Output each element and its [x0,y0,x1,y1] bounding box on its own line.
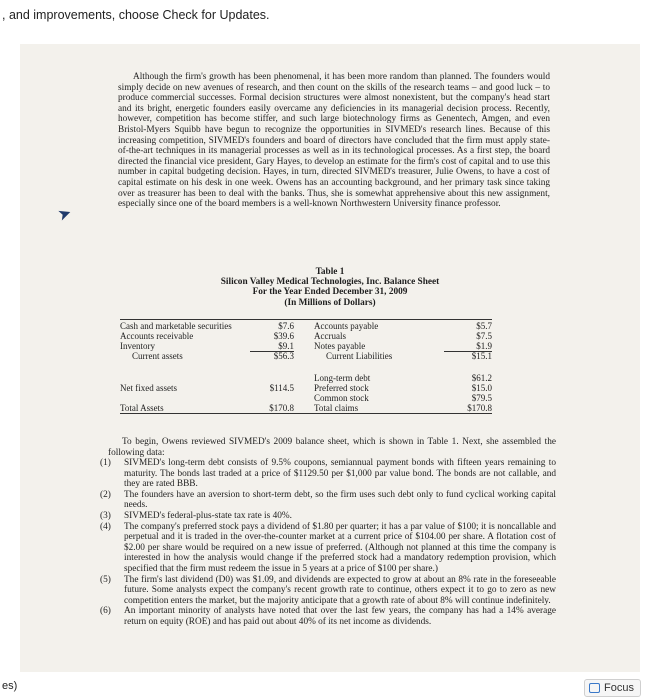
table-row [120,404,492,414]
list-item-text: The founders have an aversion to short-term debt, so the firm uses such debt only to fund cyclical working capital needs. [124,489,556,511]
list-item [100,606,556,627]
table-units: (In Millions of Dollars) [284,297,376,308]
list-item-text: SIVMED's federal-plus-state tax rate is 40%. [124,510,292,521]
table-cell: Inventory [120,340,155,351]
table-cell: $39.6 [273,330,294,341]
list-item-text: An important minority of analysts have noted that over the last few years, the company has had a 14% average return on equity (ROE) and has paid out about 40% of its net income as dividends. [124,606,556,627]
table-cell: $170.8 [250,404,294,414]
list-item-number: (1) [100,458,111,468]
table-cell: Current Liabilities [326,350,393,361]
table-cell: $170.8 [444,404,492,414]
list-item [100,490,556,511]
table-cell: $56.3 [273,351,294,362]
list-item-number: (5) [100,574,111,585]
table-cell: $7.6 [278,321,294,331]
table-cell: Cash and marketable securities [120,321,232,331]
list-item [100,458,556,490]
status-text: es) [2,680,18,692]
list-item-number: (3) [100,510,111,521]
table-cell: $5.7 [476,321,492,331]
list-item-number: (4) [100,521,111,532]
pointer-arrow-icon: ➤ [55,204,75,225]
balance-sheet-table [120,319,492,414]
focus-icon [589,683,600,693]
document-page [20,44,640,672]
list-item [100,575,556,607]
table-cell: Accruals [314,330,346,341]
table-cell: Current assets [132,350,183,361]
table-cell: $79.5 [471,392,492,403]
table-cell: Preferred stock [314,382,369,393]
table-cell: Notes payable [314,340,366,351]
table-caption [160,267,500,308]
list-item [100,522,556,575]
table-row [120,394,492,404]
focus-label: Focus [604,682,634,694]
table-cell: Total Assets [120,404,250,414]
table-cell: $61.2 [471,373,492,384]
table-cell: $9.1 [250,342,294,352]
table-cell: Common stock [314,392,369,403]
table-cell: $15.0 [471,382,492,393]
table-number: Table 1 [315,267,345,277]
list-item-text: SIVMED's long-term debt consists of 9.5% coupons, semiannual payment bonds with fifteen years remaining to maturity. The bonds last traded at a price of $1129.50 per $1,000 par value bond. The bonds are not callable, and they are rated BBB. [124,458,556,490]
update-banner [0,0,655,30]
data-list [100,458,556,628]
list-item-text: The firm's last dividend (D0) was $1.09, and dividends are expected to grow at about an 8% rate in the foreseeable future. Some analysts expect the company's recent growth rate to continue, others expect it to go to zero as new competition enters the market, but the majority anticipate that a growth rate of about 8% will continue indefinitely. [124,574,556,606]
list-item-number: (6) [100,606,111,617]
table-cell: Total claims [314,404,444,414]
bottom-status-bar [0,676,655,700]
table-cell: Accounts payable [314,321,379,331]
table-subtitle: For the Year Ended December 31, 2009 [252,287,408,298]
update-banner-text: , and improvements, choose Check for Updates. [2,8,270,22]
table-cell: Net fixed assets [120,382,177,393]
list-item [100,511,556,522]
table-row [120,332,492,342]
focus-button[interactable] [584,679,641,697]
table-row [120,320,492,332]
table-cell: $15.1 [471,351,492,362]
table-row [120,352,492,362]
table-title: Silicon Valley Medical Technologies, Inc. Balance Sheet [220,277,440,288]
intro-paragraph: Although the firm's growth has been phenomenal, it has been more random than planned. The founders would simply decide on new avenues of research, and then count on the skills of the research teams – and good luck – to produce commercial successes. Formal decision structures were almost nonexistent, but the company's head start and its bright, energetic founders easily overcame any deficiencies in its managerial decision process. Recently, however, competition has become stiffer, and such large biotechnology firms as Genentech, Amgen, and even Bristol-Myers Squibb have begun to recognize the opportunities in SIVMED's research lines. Because of this increasing competition, SIVMED's founders and board of directors have concluded that the firm must apply state-of-the-art techniques in its managerial processes as well as in its technological processes. As a first step, the board directed the financial vice president, Gary Hayes, to develop an estimate for the firm's cost of capital and to use this number in capital budgeting decision. Hayes, in turn, directed SIVMED's treasurer, Julie Owens, to have a cost of capital estimate on his desk in one week. Owens has an accounting background, and her primary task since taking over as treasurer has been to deal with the banks. Thus, she is somewhat apprehensive about this new assignment, especially since one of the board members is a well-known Northwestern University finance professor. [118,72,550,210]
table-cell: $7.5 [476,330,492,341]
table-cell: Accounts receivable [120,330,194,341]
data-intro-paragraph: To begin, Owens reviewed SIVMED's 2009 balance sheet, which is shown in Table 1. Next, she assembled the following data: [108,437,556,458]
table-cell: $1.9 [444,342,492,352]
table-cell: $114.5 [269,382,294,393]
table-cell: Long-term debt [314,373,371,384]
table-row [120,384,492,394]
list-item-number: (2) [100,489,111,500]
list-item-text: The company's preferred stock pays a dividend of $1.80 per quarter; it has a par value of $100; it is noncallable and perpetual and it is traded in the over-the-counter market at a current price of $104.00 per share. A flotation cost of $2.00 per share would be required on a new issue of preferred. (Although not planned at this time the company is interested in how the analysis would change if the preferred stock had a mandatory redemption provision, which specified that the firm must redeem the issue in 5 years at a price of $100 per share.) [124,521,556,574]
